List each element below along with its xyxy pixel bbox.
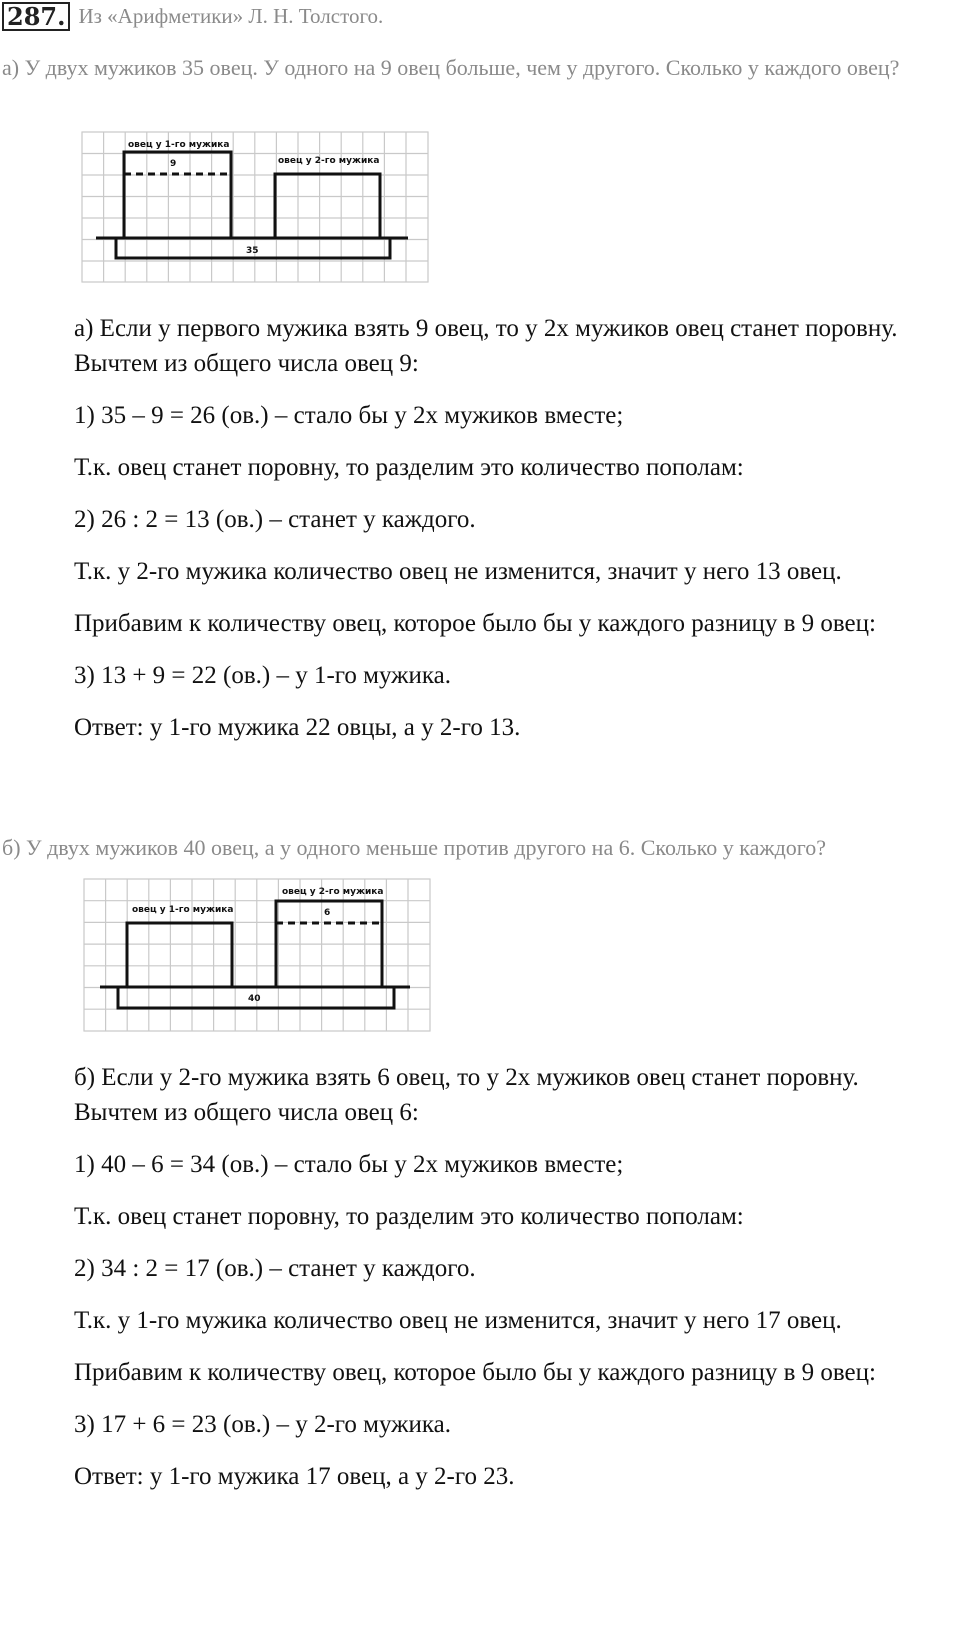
difference-label-b: 6	[324, 908, 331, 918]
solution-b-note-2: Т.к. у 1-го мужика количество овец не изменится, значит у него 17 овец.	[74, 1307, 842, 1334]
solution-b-note-1: Т.к. овец станет поровну, то разделим это количество пополам:	[74, 1203, 744, 1230]
diagram-a	[80, 130, 430, 284]
solution-b-step-1: 1) 40 – 6 = 34 (ов.) – стало бы у 2х мужиков вместе;	[74, 1151, 624, 1178]
bar-first-a	[124, 152, 231, 238]
task-b-text: б) У двух мужиков 40 овец, а у одного меньше против другого на 6. Сколько у каждого?	[2, 835, 827, 860]
label-second-b: овец у 2-го мужика	[282, 887, 384, 897]
solution-b	[74, 1060, 934, 1494]
solution-b-intro: б) Если у 2-го мужика взять 6 овец, то у 2х мужиков овец станет поровну. Вычтем из общего числа овец 6:	[74, 1064, 859, 1126]
task-a-text: а) У двух мужиков 35 овец. У одного на 9 овец больше, чем у другого. Сколько у каждого овец?	[2, 55, 900, 80]
label-first-b: овец у 1-го мужика	[132, 905, 234, 915]
problem-number: 287.	[2, 2, 70, 31]
solution-b-step-2: 2) 34 : 2 = 17 (ов.) – станет у каждого.	[74, 1255, 476, 1282]
solution-a-note-1: Т.к. овец станет поровну, то разделим это количество пополам:	[74, 454, 744, 481]
label-second-a: овец у 2-го мужика	[278, 156, 380, 166]
total-label-a: 35	[246, 246, 259, 256]
solution-a-intro: а) Если у первого мужика взять 9 овец, то у 2х мужиков овец станет поровну. Вычтем из общего числа овец 9:	[74, 315, 898, 377]
difference-label-a: 9	[170, 159, 177, 169]
diagram-b	[82, 877, 432, 1033]
solution-a-answer: Ответ: у 1-го мужика 22 овцы, а у 2-го 13.	[74, 714, 521, 741]
solution-a-step-1: 1) 35 – 9 = 26 (ов.) – стало бы у 2х мужиков вместе;	[74, 402, 624, 429]
bar-second-a	[275, 174, 380, 238]
solution-b-step-3: 3) 17 + 6 = 23 (ов.) – у 2-го мужика.	[74, 1411, 451, 1438]
solution-a-note-2: Т.к. у 2-го мужика количество овец не изменится, значит у него 13 овец.	[74, 558, 842, 585]
total-label-b: 40	[248, 994, 261, 1004]
label-first-a: овец у 1-го мужика	[128, 140, 230, 150]
solution-a-step-3: 3) 13 + 9 = 22 (ов.) – у 1-го мужика.	[74, 662, 451, 689]
solution-a	[74, 311, 934, 745]
bar-first-b	[127, 923, 232, 987]
problem-header	[2, 2, 383, 31]
solution-a-note-3: Прибавим к количеству овец, которое было бы у каждого разницу в 9 овец:	[74, 610, 876, 637]
solution-b-answer: Ответ: у 1-го мужика 17 овец, а у 2-го 23.	[74, 1463, 515, 1490]
problem-source: Из «Арифметики» Л. Н. Толстого.	[78, 4, 384, 28]
solution-b-note-3: Прибавим к количеству овец, которое было бы у каждого разницу в 9 овец:	[74, 1359, 876, 1386]
solution-a-step-2: 2) 26 : 2 = 13 (ов.) – станет у каждого.	[74, 506, 476, 533]
